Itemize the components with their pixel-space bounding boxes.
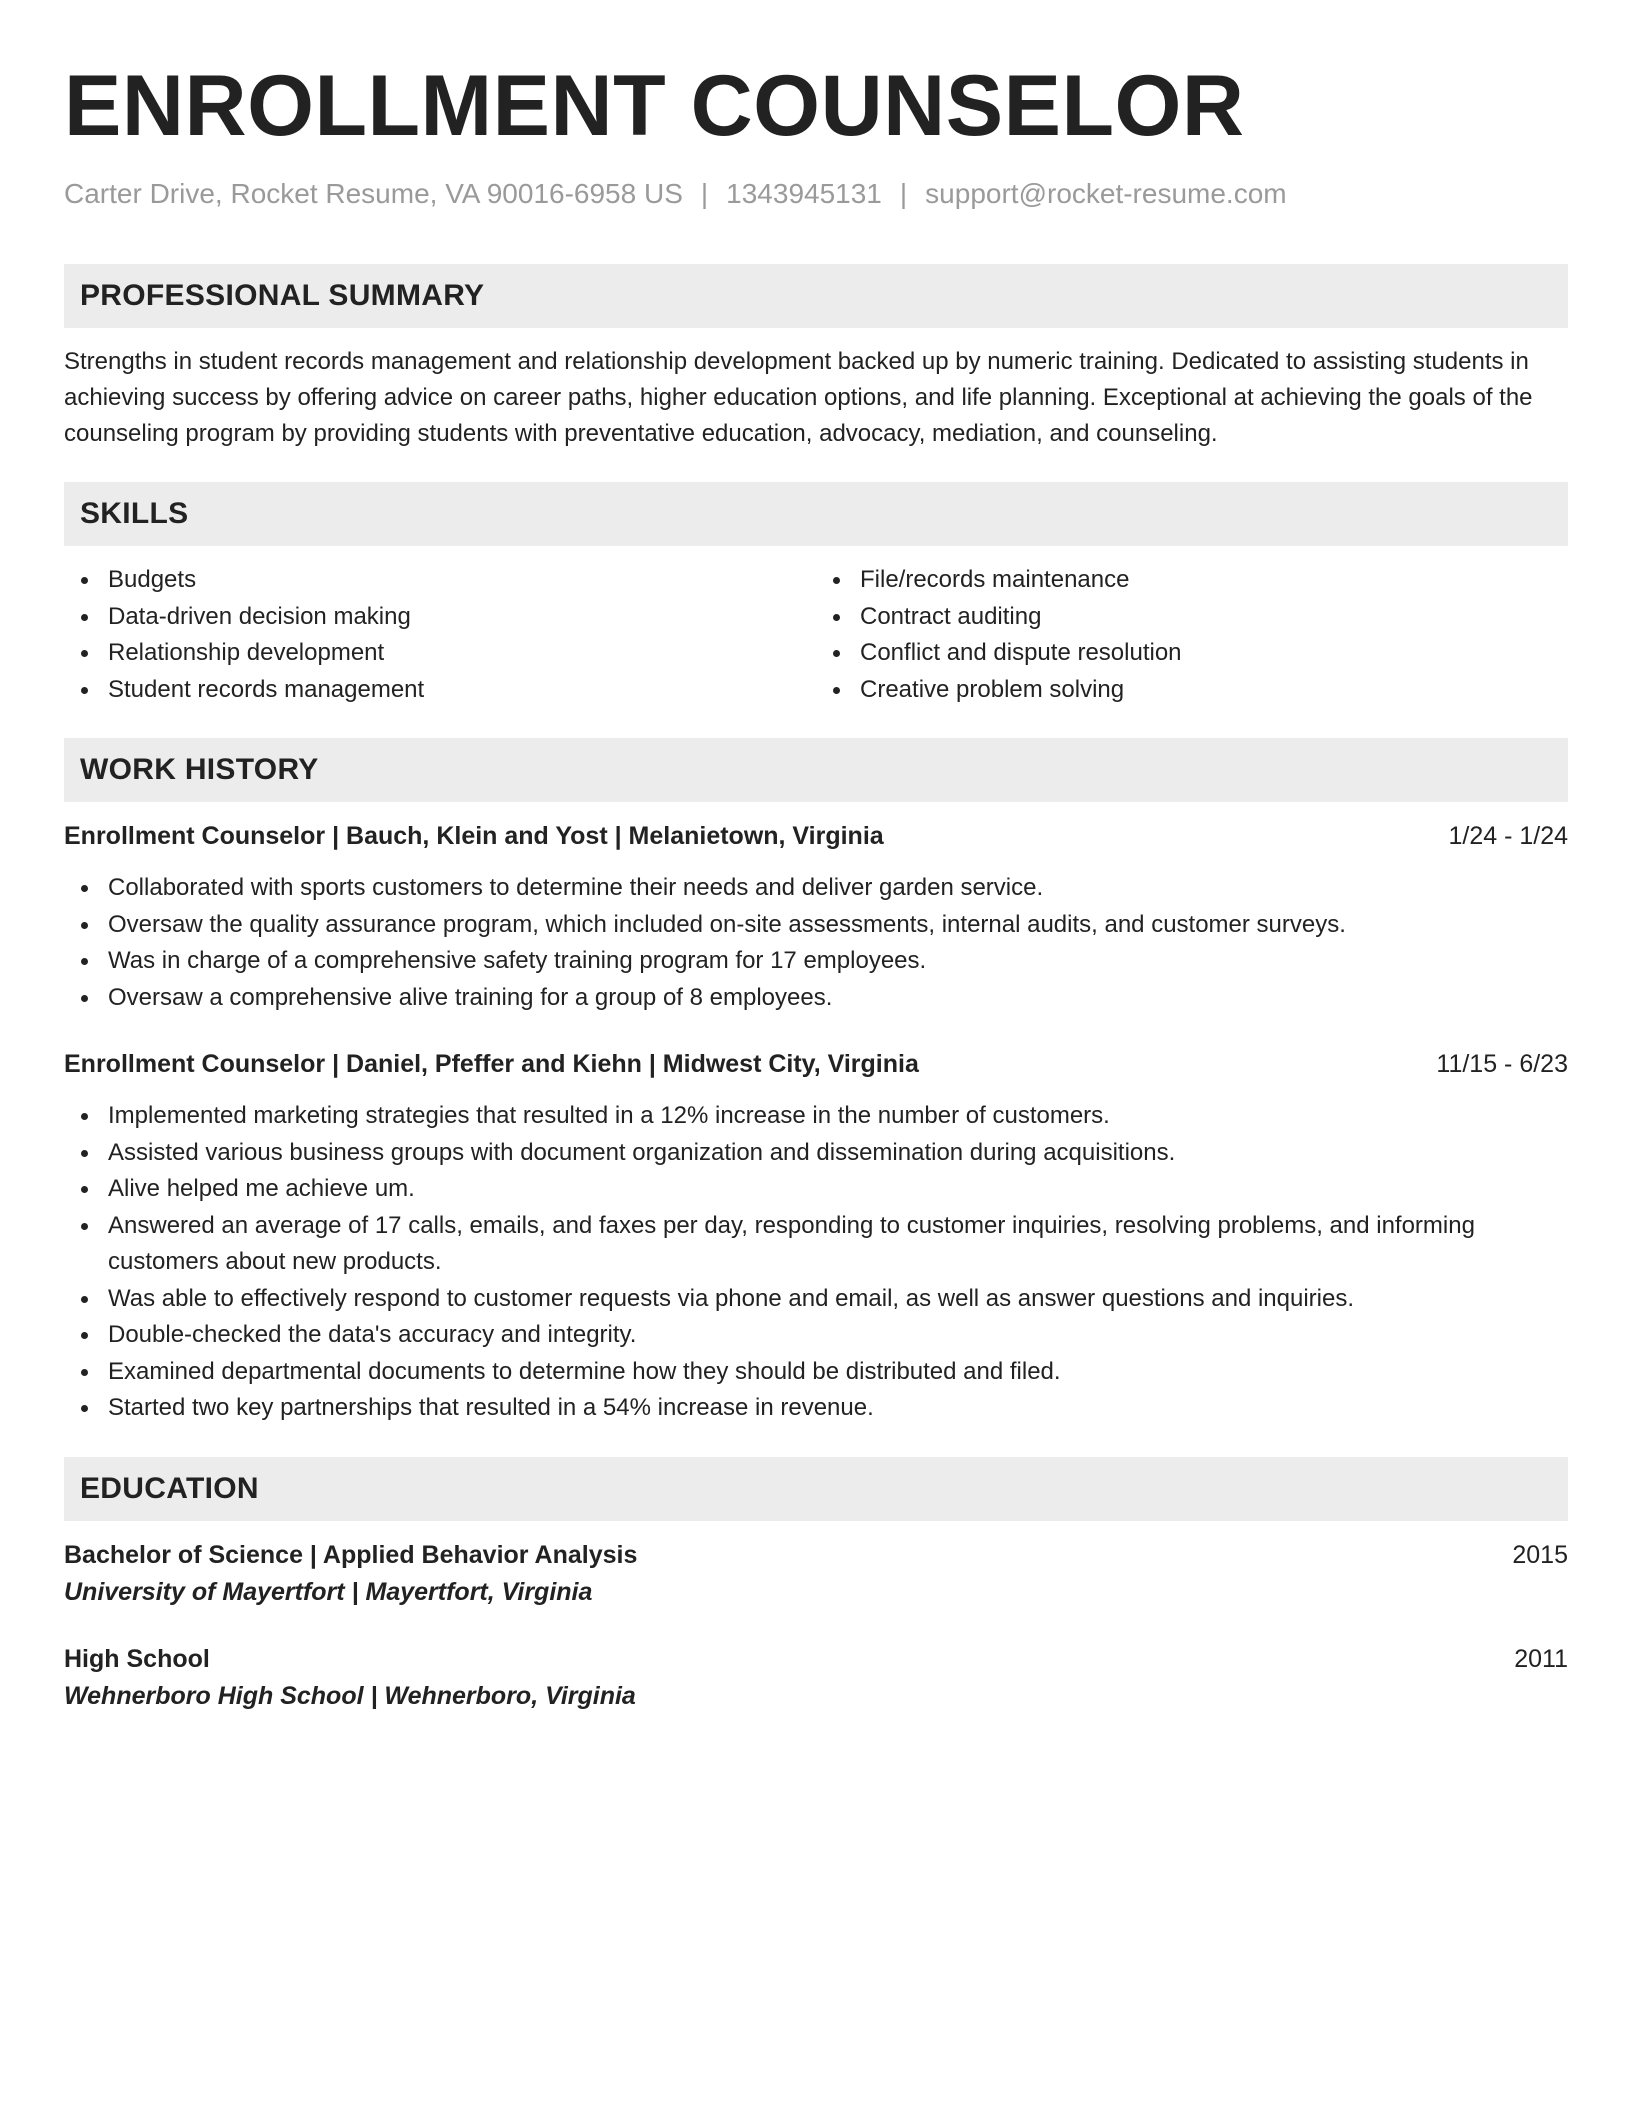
education-year: 2015 bbox=[1512, 1540, 1568, 1569]
job-bullet: Answered an average of 17 calls, emails, and faxes per day, responding to customer inquiries, resolving problems, and informing customers about new products. bbox=[64, 1208, 1568, 1281]
skills-column-right bbox=[816, 562, 1568, 708]
job-bullet: Oversaw a comprehensive alive training for a group of 8 employees. bbox=[64, 980, 1568, 1017]
job-dates: 11/15 - 6/23 bbox=[1436, 1050, 1568, 1078]
job-bullet: Examined departmental documents to determine how they should be distributed and filed. bbox=[64, 1354, 1568, 1391]
job-entry bbox=[64, 1046, 1568, 1427]
contact-line bbox=[64, 174, 1568, 214]
skill-item: Conflict and dispute resolution bbox=[816, 635, 1568, 672]
job-bullet: Oversaw the quality assurance program, which included on-site assessments, internal audits, and customer surveys. bbox=[64, 907, 1568, 944]
skills-column-left bbox=[64, 562, 816, 708]
skill-item: Budgets bbox=[64, 562, 816, 599]
contact-phone: 1343945131 bbox=[726, 178, 882, 209]
job-header bbox=[64, 818, 1568, 854]
job-entry bbox=[64, 818, 1568, 1016]
job-header bbox=[64, 1046, 1568, 1082]
skill-item: Relationship development bbox=[64, 635, 816, 672]
job-title: Enrollment Counselor | Bauch, Klein and Yost | Melanietown, Virginia bbox=[64, 822, 884, 850]
skill-item: Student records management bbox=[64, 672, 816, 709]
job-bullet: Was able to effectively respond to customer requests via phone and email, as well as answer questions and inquiries. bbox=[64, 1281, 1568, 1318]
education-school: University of Mayertfort | Mayertfort, Virginia bbox=[64, 1577, 593, 1606]
job-bullet: Assisted various business groups with document organization and dissemination during acquisitions. bbox=[64, 1135, 1568, 1172]
skill-item: File/records maintenance bbox=[816, 562, 1568, 599]
job-dates: 1/24 - 1/24 bbox=[1448, 822, 1568, 850]
contact-separator: | bbox=[899, 178, 908, 209]
skill-item: Creative problem solving bbox=[816, 672, 1568, 709]
job-title: Enrollment Counselor | Daniel, Pfeffer and Kiehn | Midwest City, Virginia bbox=[64, 1050, 919, 1078]
resume-name: ENROLLMENT COUNSELOR bbox=[64, 58, 1245, 154]
education-entry bbox=[64, 1641, 1568, 1715]
education-school: Wehnerboro High School | Wehnerboro, Virginia bbox=[64, 1681, 636, 1710]
education-year: 2011 bbox=[1514, 1644, 1568, 1673]
section-header-education: EDUCATION bbox=[64, 1457, 1568, 1521]
contact-address: Carter Drive, Rocket Resume, VA 90016-6958 US bbox=[64, 178, 683, 209]
education-entry bbox=[64, 1537, 1568, 1611]
job-bullet: Implemented marketing strategies that resulted in a 12% increase in the number of customers. bbox=[64, 1098, 1568, 1135]
job-bullet: Was in charge of a comprehensive safety training program for 17 employees. bbox=[64, 943, 1568, 980]
summary-text: Strengths in student records management and relationship development backed up by numeric training. Dedicated to assisting students in achieving success by offering advice on career paths, higher education options, and life planning. Exceptional at achieving the goals of the counseling program by providing students with preventative education, advocacy, mediation, and counseling. bbox=[64, 348, 1533, 447]
education-header bbox=[64, 1641, 1568, 1677]
skill-item: Data-driven decision making bbox=[64, 599, 816, 636]
contact-separator: | bbox=[700, 178, 709, 209]
job-bullets bbox=[64, 870, 1568, 1016]
education-degree: Bachelor of Science | Applied Behavior Analysis bbox=[64, 1540, 638, 1569]
job-bullets bbox=[64, 1098, 1568, 1427]
section-header-skills: SKILLS bbox=[64, 482, 1568, 546]
skill-item: Contract auditing bbox=[816, 599, 1568, 636]
education-degree: High School bbox=[64, 1644, 210, 1673]
skills-grid bbox=[64, 562, 1568, 708]
job-bullet: Alive helped me achieve um. bbox=[64, 1171, 1568, 1208]
contact-email: support@rocket-resume.com bbox=[925, 178, 1287, 209]
job-bullet: Double-checked the data's accuracy and integrity. bbox=[64, 1317, 1568, 1354]
job-bullet: Started two key partnerships that resulted in a 54% increase in revenue. bbox=[64, 1390, 1568, 1427]
section-header-work-history: WORK HISTORY bbox=[64, 738, 1568, 802]
job-bullet: Collaborated with sports customers to determine their needs and deliver garden service. bbox=[64, 870, 1568, 907]
education-header bbox=[64, 1537, 1568, 1573]
section-header-summary: PROFESSIONAL SUMMARY bbox=[64, 264, 1568, 328]
